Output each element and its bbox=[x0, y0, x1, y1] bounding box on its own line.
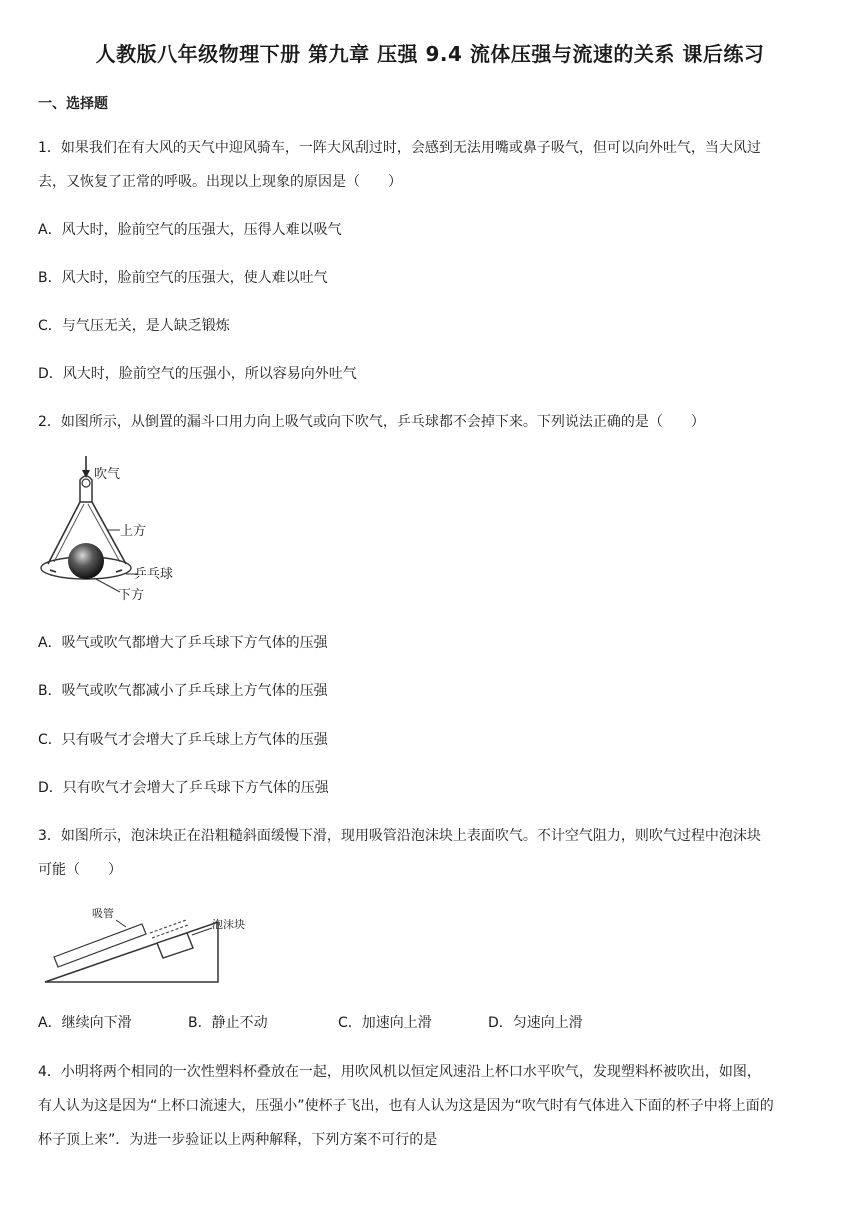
fig2-label-upper: 上方 bbox=[120, 524, 147, 539]
q1-option-d: D．风大时，脸前空气的压强小，所以容易向外吐气 bbox=[38, 366, 357, 382]
q2-stem: 2．如图所示，从倒置的漏斗口用力向上吸气或向下吹气，乒乓球都不会掉下来。下列说法正确的是（ ） bbox=[38, 414, 705, 430]
page-title: 人教版八年级物理下册 第九章 压强 9.4 流体压强与流速的关系 课后练习 bbox=[95, 42, 765, 66]
q2-option-c: C．只有吸气才会增大了乒乓球上方气体的压强 bbox=[38, 732, 328, 748]
q1-option-c: C．与气压无关，是人缺乏锻炼 bbox=[38, 318, 230, 334]
q3-option-a: A．继续向下滑 bbox=[38, 1015, 132, 1031]
q1-stem-line2: 去，又恢复了正常的呼吸。出现以上现象的原因是（ ） bbox=[38, 174, 402, 190]
q4-stem-line2: 有人认为这是因为“上杯口流速大，压强小”使杯子飞出，也有人认为这是因为“吹气时有气体进入下面的杯子中将上面的 bbox=[38, 1098, 774, 1114]
funnel-ball-figure bbox=[36, 452, 196, 607]
section-heading: 一、选择题 bbox=[38, 96, 108, 112]
q2-option-a: A．吸气或吹气都增大了乒乓球下方气体的压强 bbox=[38, 635, 328, 651]
fig2-label-blow: 吹气 bbox=[94, 467, 121, 482]
fig2-label-ball: 乒乓球 bbox=[134, 567, 174, 582]
q2-option-d: D．只有吹气才会增大了乒乓球下方气体的压强 bbox=[38, 780, 329, 796]
q1-stem-line1: 1．如果我们在有大风的天气中迎风骑车，一阵大风刮过时，会感到无法用嘴或鼻子吸气，但可以向外吐气，当大风过 bbox=[38, 140, 761, 156]
q3-option-c: C．加速向上滑 bbox=[338, 1015, 432, 1031]
fig3-label-foam: 泡沫块 bbox=[212, 918, 245, 931]
q3-option-d: D．匀速向上滑 bbox=[488, 1015, 583, 1031]
q3-stem-line1: 3．如图所示，泡沫块正在沿粗糙斜面缓慢下滑，现用吸管沿泡沫块上表面吹气。不计空气阻力，则吹气过程中泡沫块 bbox=[38, 828, 761, 844]
q3-stem-line2: 可能（ ） bbox=[38, 862, 122, 878]
q2-option-b: B．吸气或吹气都减小了乒乓球上方气体的压强 bbox=[38, 683, 328, 699]
q4-stem-line1: 4．小明将两个相同的一次性塑料杯叠放在一起，用吹风机以恒定风速沿上杯口水平吹气，发现塑料杯被吹出，如图， bbox=[38, 1064, 761, 1080]
q1-option-b: B．风大时，脸前空气的压强大，使人难以吐气 bbox=[38, 270, 328, 286]
q3-option-b: B．静止不动 bbox=[188, 1015, 268, 1031]
incline-foam-figure bbox=[40, 902, 250, 987]
fig3-label-straw: 吸管 bbox=[92, 907, 114, 920]
q1-option-a: A．风大时，脸前空气的压强大，压得人难以吸气 bbox=[38, 222, 342, 238]
fig2-label-lower: 下方 bbox=[118, 588, 145, 603]
q4-stem-line3: 杯子顶上来”．为进一步验证以上两种解释，下列方案不可行的是 bbox=[38, 1132, 438, 1148]
